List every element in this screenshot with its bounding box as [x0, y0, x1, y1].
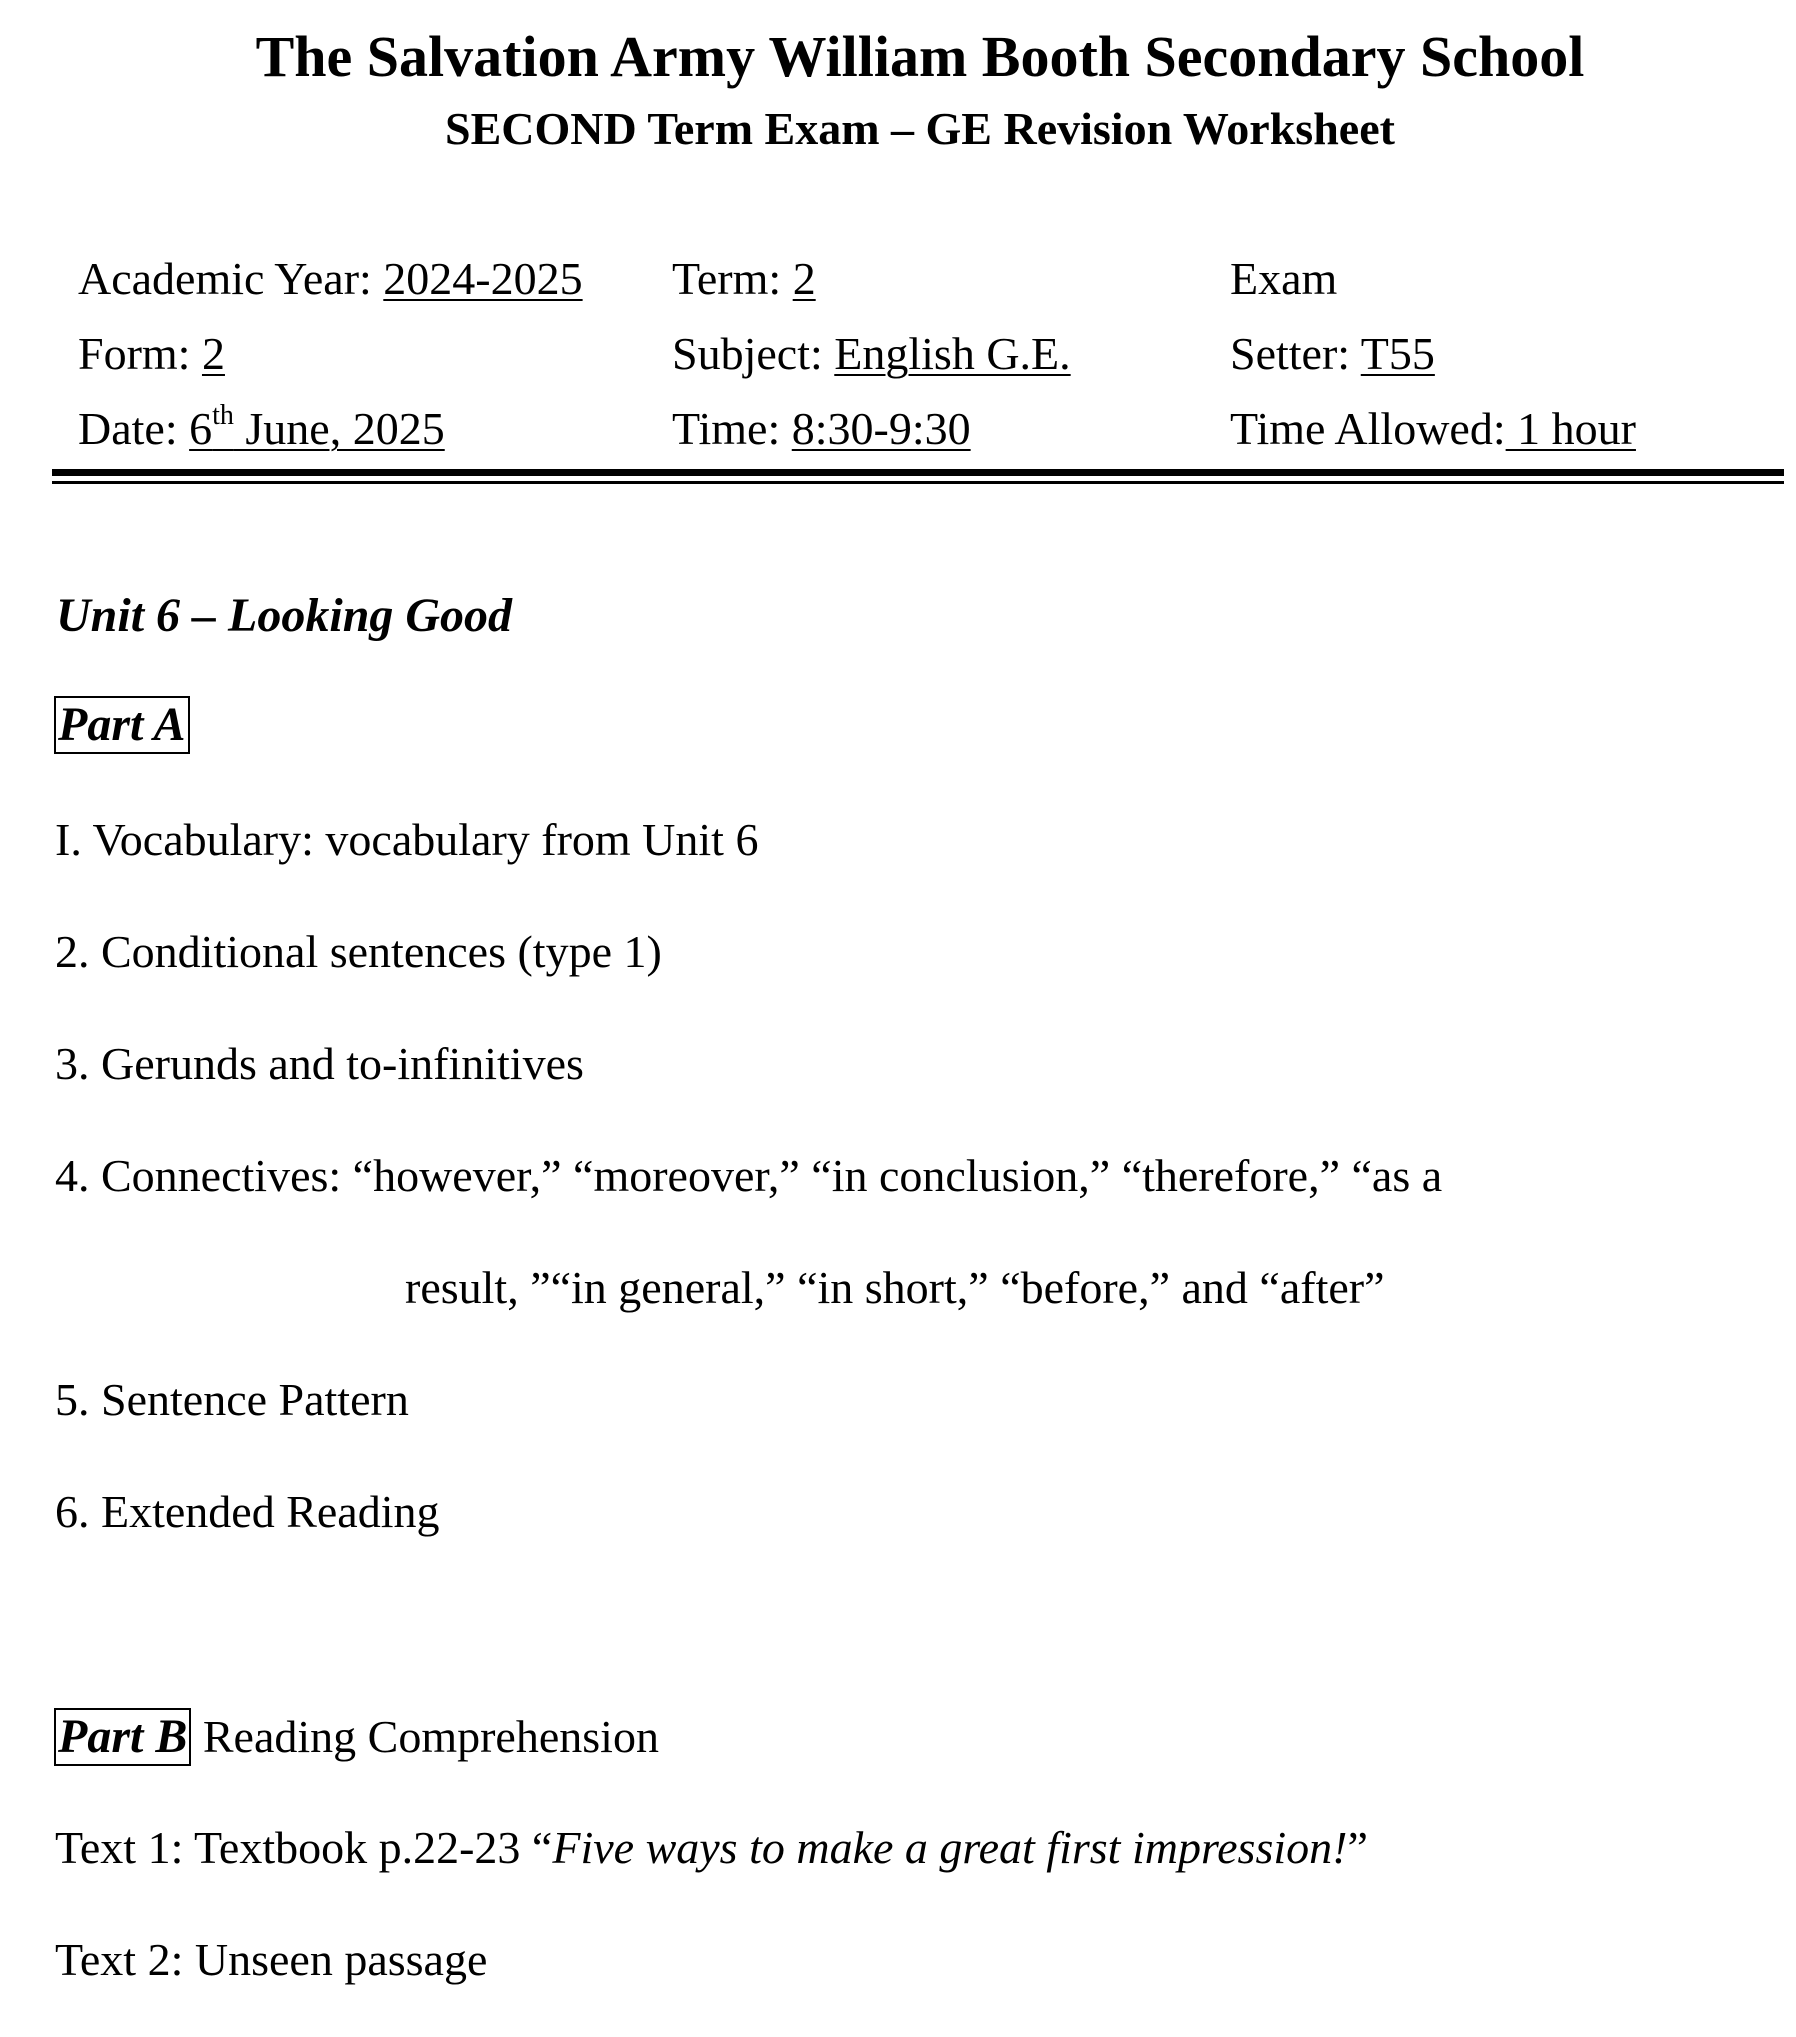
part-a-label: Part A [54, 696, 190, 754]
part-a-item-4: 4. Connectives: “however,” “moreover,” “in conclusion,” “therefore,” “as a [55, 1150, 1443, 1201]
part-b-label: Part B [54, 1708, 191, 1766]
time-label: Time: [672, 403, 792, 454]
form [78, 326, 225, 382]
time-allowed-value: 1 hour [1505, 403, 1636, 454]
date-value [189, 399, 445, 454]
text-1-suffix: ” [1347, 1822, 1368, 1873]
academic-year-value: 2024-2025 [383, 253, 583, 304]
time-value: 8:30-9:30 [791, 403, 971, 454]
term [672, 251, 816, 307]
exam-label: Exam [1230, 253, 1338, 304]
subject-value: English G.E. [834, 328, 1071, 379]
part-a-item-5: 5. Sentence Pattern [55, 1374, 409, 1425]
part-b-text-1 [55, 1820, 1368, 1876]
worksheet-subtitle: SECOND Term Exam – GE Revision Worksheet [445, 103, 1395, 154]
text-1-prefix: Text 1: Textbook p.22-23 “ [55, 1822, 553, 1873]
time [672, 401, 971, 457]
time-allowed-label: Time Allowed: [1230, 403, 1506, 454]
part-b-heading: Reading Comprehension [191, 1711, 659, 1762]
date-suffix: th [212, 399, 234, 431]
setter-value: T55 [1360, 328, 1435, 379]
term-value: 2 [792, 253, 816, 304]
date-label: Date: [78, 403, 190, 454]
part-a-item-4-continued: result, ”“in general,” “in short,” “before,” and “after” [405, 1262, 1385, 1313]
setter [1230, 326, 1435, 382]
term-label: Term: [672, 253, 793, 304]
form-value: 2 [201, 328, 225, 379]
date-day: 6 [189, 403, 213, 454]
date [78, 401, 445, 457]
part-a-item-3: 3. Gerunds and to-infinitives [55, 1038, 584, 1089]
part-a-item-1: I. Vocabulary: vocabulary from Unit 6 [55, 814, 759, 865]
school-name: The Salvation Army William Booth Secondary School [255, 24, 1585, 89]
header-divider-thin [52, 481, 1784, 484]
setter-label: Setter: [1230, 328, 1361, 379]
header-divider-thick [52, 469, 1784, 476]
part-a-item-6: 6. Extended Reading [55, 1486, 440, 1537]
time-allowed [1230, 401, 1636, 457]
academic-year [78, 251, 583, 307]
part-b-row [54, 1708, 659, 1766]
date-rest: June, 2025 [233, 403, 445, 454]
subject [672, 326, 1071, 382]
part-b-text-2: Text 2: Unseen passage [55, 1934, 488, 1985]
part-a-item-2: 2. Conditional sentences (type 1) [55, 926, 662, 977]
form-label: Form: [78, 328, 202, 379]
subject-label: Subject: [672, 328, 835, 379]
text-1-title: Five ways to make a great first impression! [552, 1822, 1348, 1873]
academic-year-label: Academic Year: [78, 253, 384, 304]
unit-title: Unit 6 – Looking Good [56, 589, 513, 642]
